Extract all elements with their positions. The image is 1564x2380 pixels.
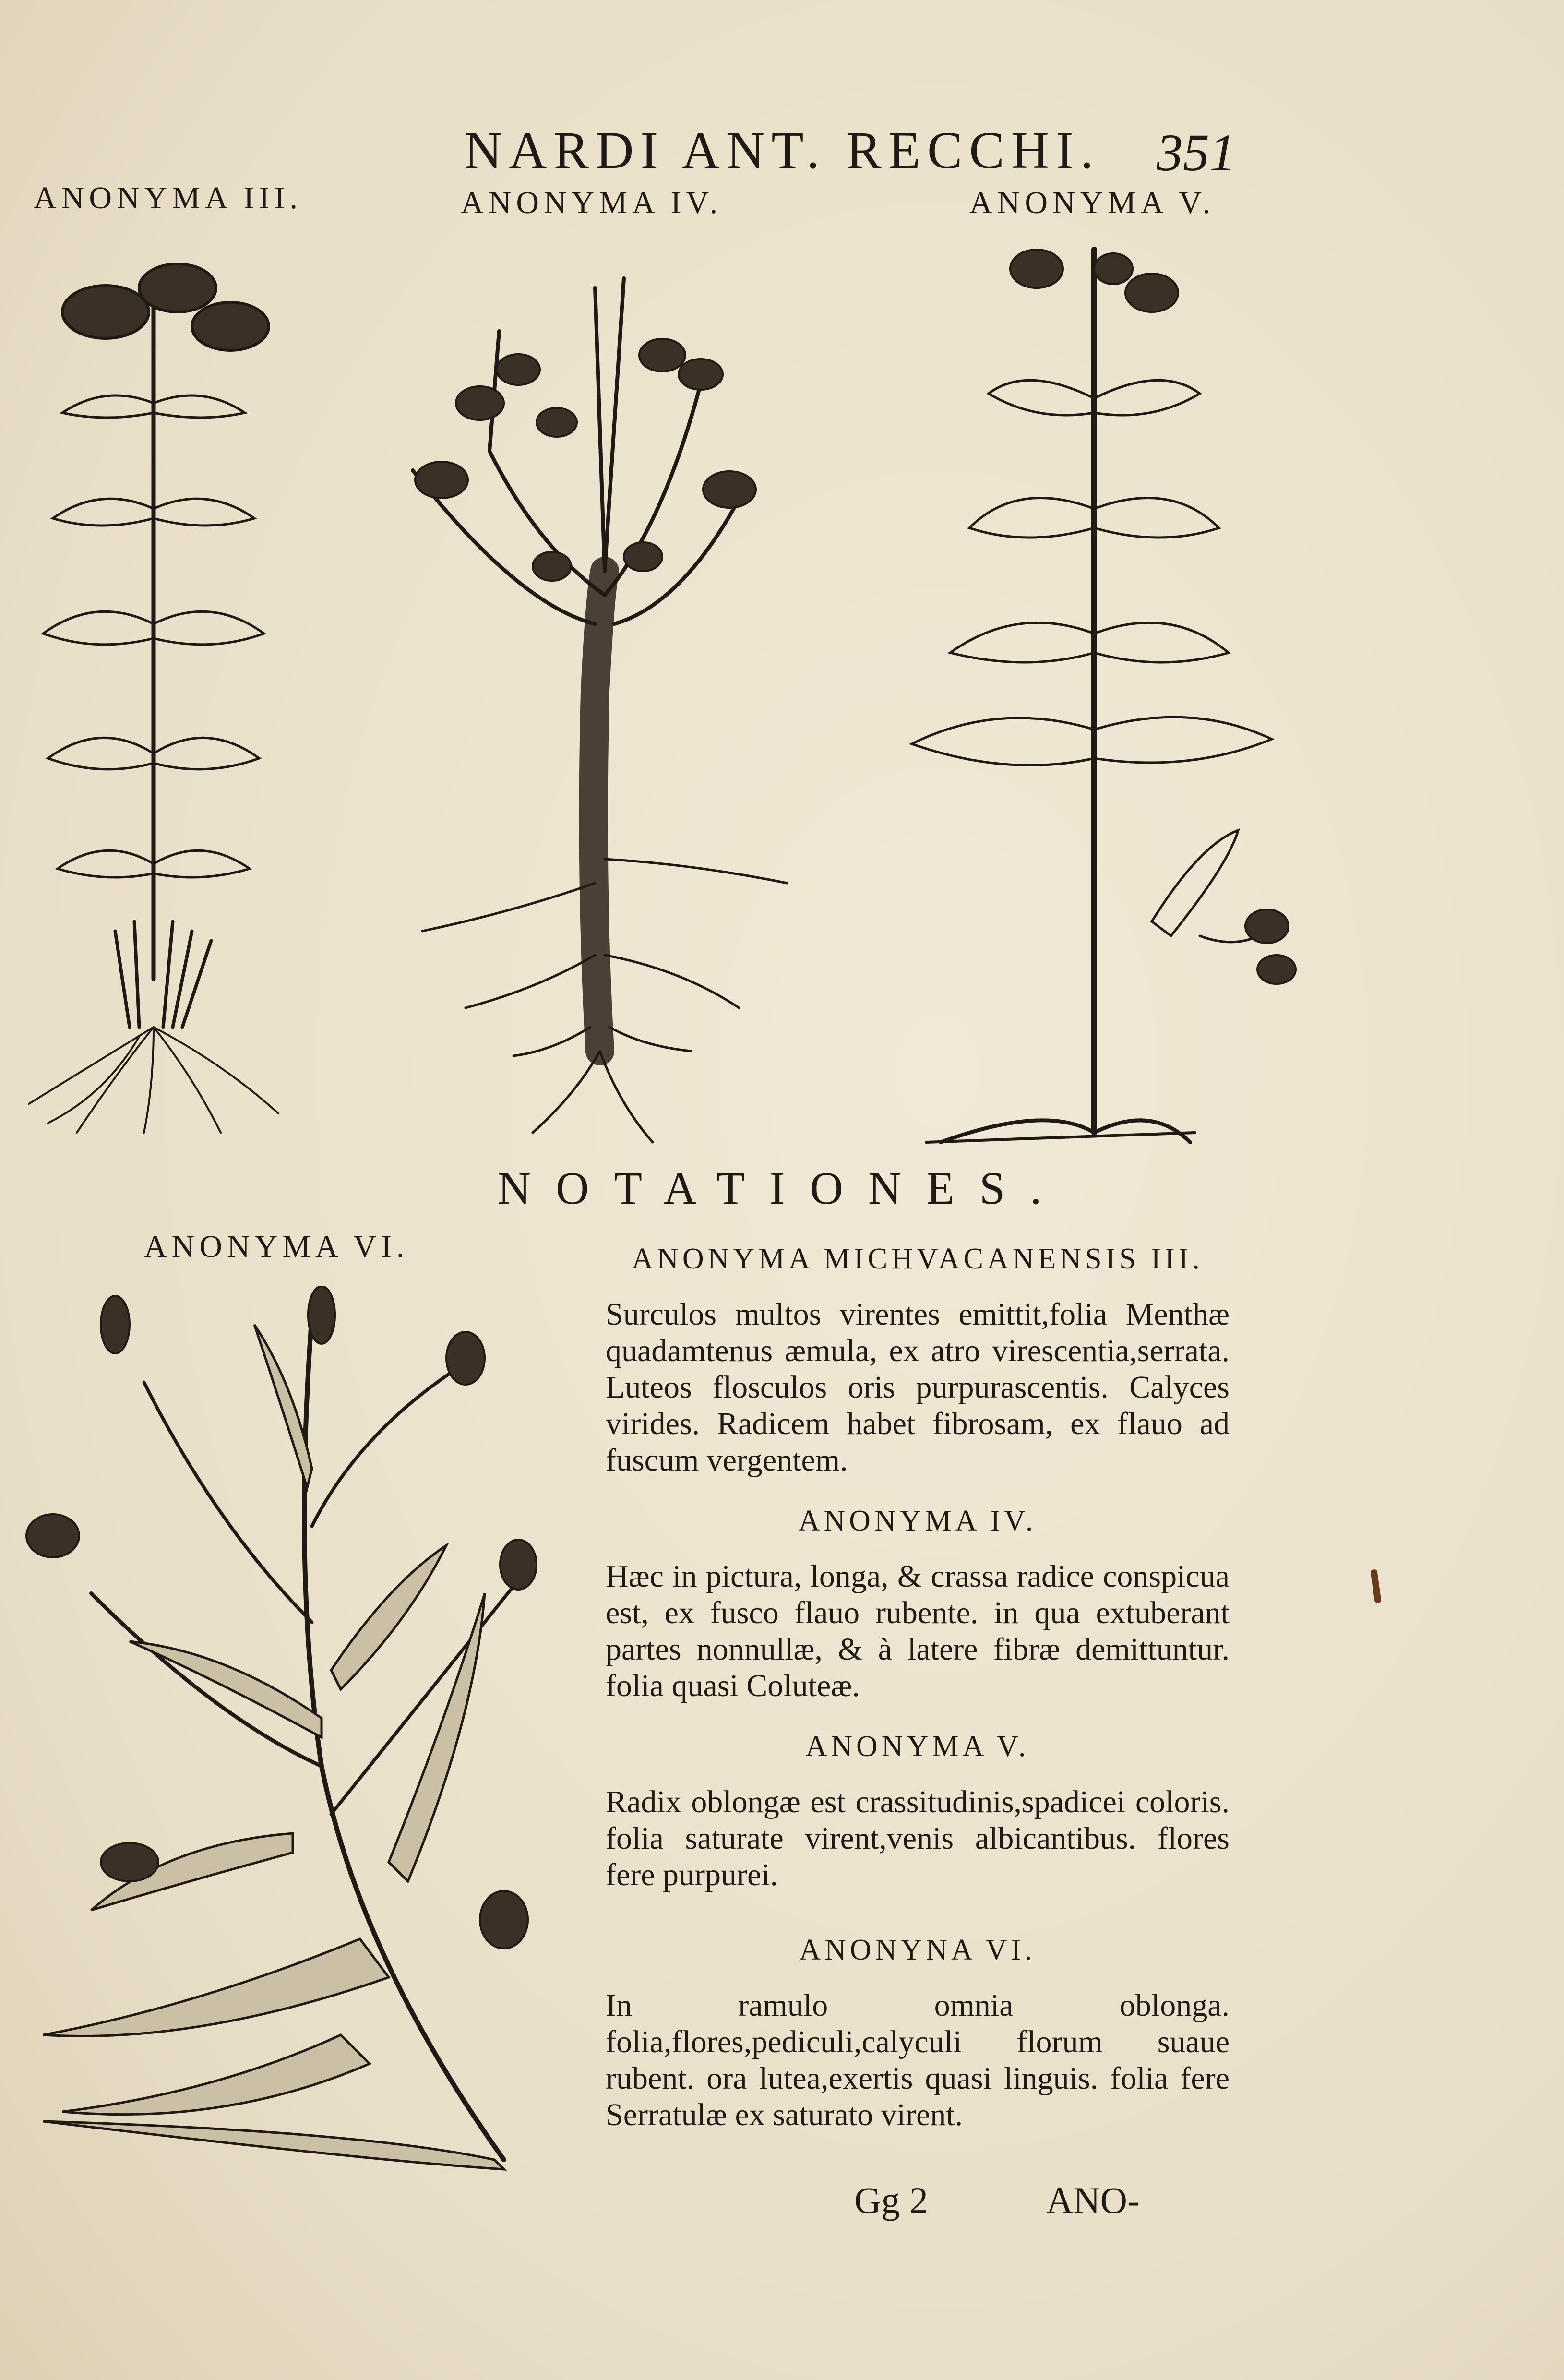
note-text-anonyma-4: Hæc in pictura, longa, & crassa radice conspicua est, ex fusco flauo rubente. in qua extuberant partes nonnullæ, & à latere fibræ demittuntur. folia quasi Coluteæ. <box>606 1559 1230 1703</box>
note-heading-anonyma-4: ANONYMA IV. <box>798 1505 1037 1537</box>
note-heading-anonyma-6: ANONYNA VI. <box>799 1934 1036 1966</box>
catchword: ANO- <box>1046 2179 1140 2221</box>
running-title: NARDI ANT. RECCHI. <box>464 121 1100 179</box>
notes-column <box>606 1241 1230 2133</box>
caption-anonyma-3: ANONYMA III. <box>34 180 302 215</box>
note-heading-anonyma-michuacanensis-3: ANONYMA MICHVACANENSIS III. <box>632 1243 1204 1275</box>
note-heading-anonyma-5: ANONYMA V. <box>805 1730 1030 1763</box>
woodcut-anonyma-3 <box>19 259 288 1137</box>
ink-stain <box>1370 1569 1382 1603</box>
note-text-anonyma-6: In ramulo omnia oblonga. folia,flores,pediculi,calyculi florum suaue rubent. ora lutea,exertis quasi linguis. folia fere Serratulæ ex saturato virent. <box>606 1988 1230 2132</box>
woodcut-anonyma-4 <box>394 259 806 1152</box>
note-text-anonyma-3: Surculos multos virentes emittit,folia Menthæ quadamtenus æmula, ex atro virescentia,serrata. Luteos flosculos oris purpurascentis. Calyces virides. Radicem habet fibrosam, ex flauo ad fuscum vergentem. <box>606 1297 1230 1478</box>
caption-anonyma-5: ANONYMA V. <box>969 185 1215 220</box>
page-number: 351 <box>1157 123 1236 182</box>
woodcut-anonyma-6 <box>24 1286 561 2179</box>
notationes-heading: NOTATIONES. <box>497 1162 1067 1214</box>
note-text-anonyma-5: Radix oblongæ est crassitudinis,spadicei coloris. folia saturate virent,venis albicantibus. flores fere purpurei. <box>606 1784 1230 1892</box>
caption-anonyma-4: ANONYMA IV. <box>461 185 723 220</box>
signature-mark: Gg 2 <box>854 2179 928 2221</box>
woodcut-anonyma-5 <box>902 240 1310 1161</box>
caption-anonyma-6: ANONYMA VI. <box>144 1229 409 1264</box>
